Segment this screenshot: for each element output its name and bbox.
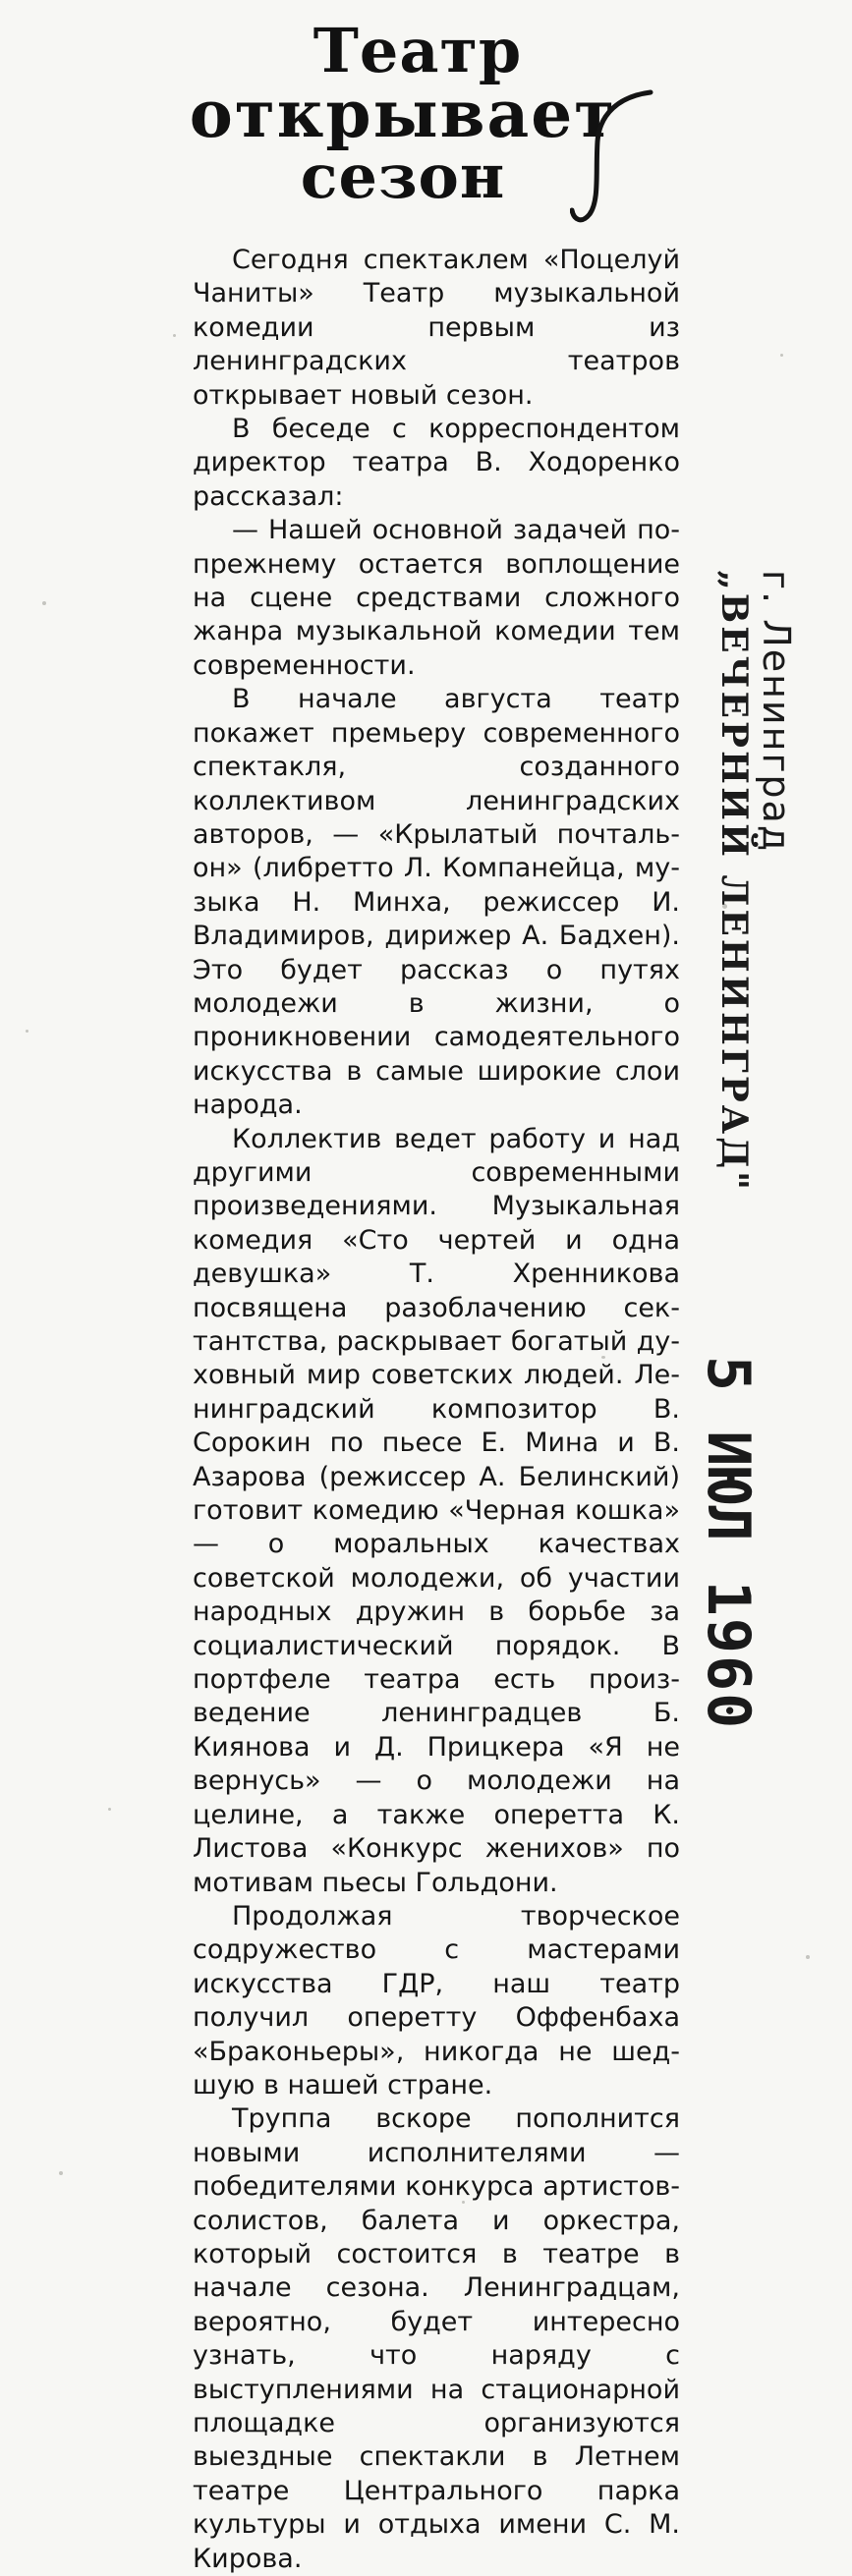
clipping-stamp (692, 570, 820, 1749)
paper-speck (26, 1030, 28, 1033)
paper-speck (59, 2171, 63, 2175)
article-paragraph: Сегодня спектаклем «Поцелуй Чаниты» Театр музыкальной комедии первым из ленинградских театров открывает новый сезон. (193, 245, 680, 411)
headline-line-1: Театр (312, 15, 523, 86)
paper-speck (806, 1955, 810, 1959)
paper-speck (108, 1808, 111, 1811)
article-paragraph: Труппа вскоре пополнится новыми исполнителями — победителями конкурса артистов-солистов, балета и оркестра, который состоится в театре в начале сезона. Ленинградцам, вероятно, будет интересно узнать, что наряду с выступлениями на стационарной площадке организуются выездные спектакли в Летнем театре Центрального парка культуры и отдыха имени С. М. Кирова. (193, 2103, 680, 2574)
paper-speck (173, 334, 176, 337)
article-paragraph: Продолжая творческое содружество с мастерами искусства ГДР, наш театр получил оперетту Оффенбаха «Браконьеры», никогда не шедшую в нашей стране. (193, 1900, 680, 2100)
stamp-city: г. Ленинград (755, 570, 798, 854)
stamp-date: 5 ИЮЛ 1960 (694, 1356, 763, 1731)
headline-line-3: сезон (300, 140, 506, 212)
article-paragraph: В беседе с корреспондентом директор театра В. Ходоренко рассказал: (193, 414, 680, 512)
article-paragraph: Коллектив ведет работу и над другими современными произведениями. Музыкальная комедия «Сто чертей и одна девушка» Т. Хренникова посвящена разоблачению сектантства, раскрывает богатый духовный мир советских людей. Ленинградский композитор В. Сорокин по пьесе Е. Мина и В. Азарова (режиссер А. Белинский) готовит комедию «Черная кошка» — о моральных качествах советской молодежи, об участии народных дружин в борьбе за социалистический порядок. В портфеле театра есть произведение ленинградцев Б. Киянова и Д. Прицкера «Я не вернусь» — о молодежи на целине, а также оперетта К. Листова «Конкурс женихов» по мотивам пьесы Гольдони. (193, 1123, 680, 1898)
headline-line-2: открывает (189, 76, 617, 152)
stamp-newspaper-name: „ВЕЧЕРНИЙ ЛЕНИНГРАД" (713, 570, 755, 1193)
paper-speck (42, 601, 46, 605)
article-paragraph: — Нашей основной задачей по-прежнему остается воплощение на сцене средствами сложного жанра музыкальной комедии тем современности. (193, 515, 680, 681)
article-body (193, 244, 680, 2576)
paper-speck (780, 354, 783, 357)
headline-flourish-icon (570, 84, 658, 232)
article-paragraph: В начале августа театр покажет премьеру современного спектакля, созданного коллективом ленинградских авторов, — «Крылатый почтальон» (либретто Л. Компанейца, музыка Н. Минха, режиссер И. Владимиров, дирижер А. Бадхен). Это будет рассказ о путях молодежи в жизни, о проникновении самодеятельного искусства в самые широкие слои народа. (193, 684, 680, 1121)
